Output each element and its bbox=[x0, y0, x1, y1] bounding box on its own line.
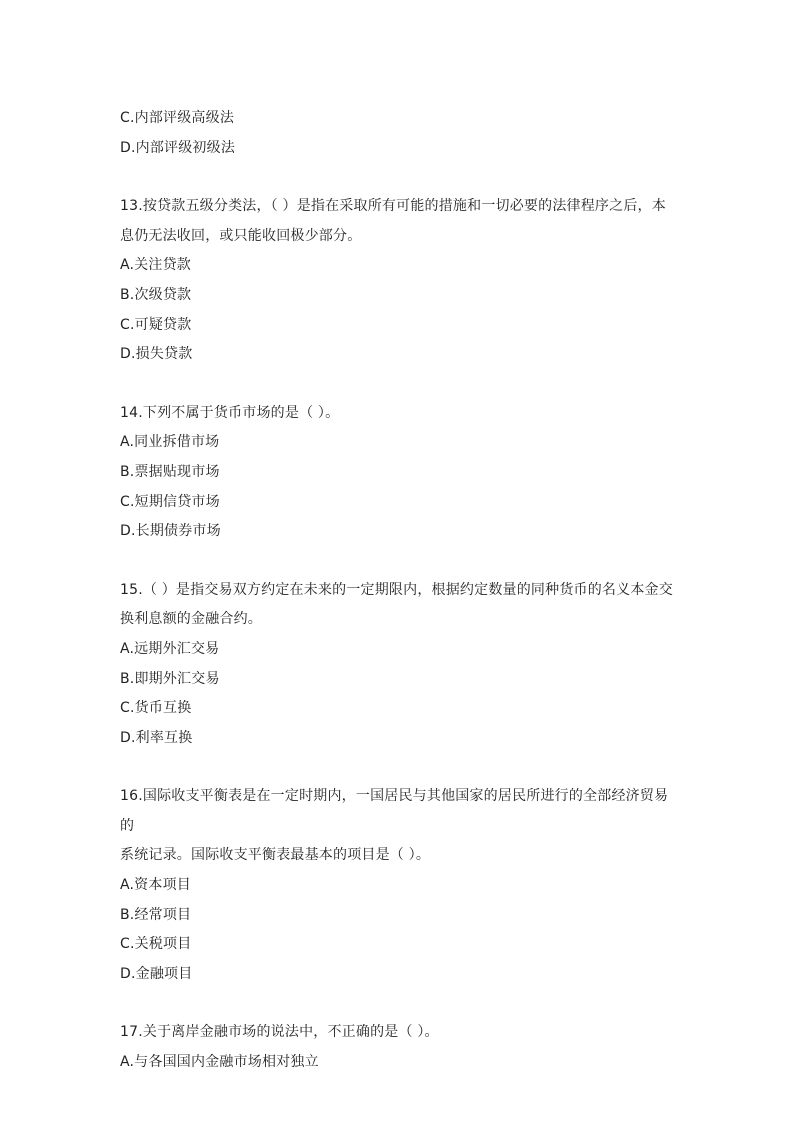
question-12-fragment bbox=[120, 104, 680, 163]
option-d: D.损失贷款 bbox=[120, 346, 193, 363]
question-stem-line: 17.关于离岸金融市场的说法中，不正确的是（ ）。 bbox=[120, 1024, 439, 1041]
option-a: A.关注贷款 bbox=[120, 257, 191, 274]
question-17 bbox=[120, 1018, 680, 1077]
option-d: D.利率互换 bbox=[120, 729, 193, 746]
option-c: C.短期信贷市场 bbox=[120, 493, 220, 510]
question-16 bbox=[120, 782, 680, 989]
option-d: D.长期债券市场 bbox=[120, 523, 221, 540]
question-stem-line: 13.按贷款五级分类法，（ ）是指在采取所有可能的措施和一切必要的法律程序之后，本 bbox=[120, 198, 666, 215]
option-a: A.同业拆借市场 bbox=[120, 434, 220, 451]
document-page bbox=[120, 104, 680, 1078]
option-b: B.经常项目 bbox=[120, 906, 192, 923]
question-15 bbox=[120, 576, 680, 754]
question-stem-line: 14.下列不属于货币市场的是（ ）。 bbox=[120, 404, 340, 421]
question-stem-line: 换利息额的金融合约。 bbox=[120, 611, 262, 628]
spacer bbox=[120, 547, 680, 576]
option-c: C.货币互换 bbox=[120, 700, 192, 717]
spacer bbox=[120, 163, 680, 192]
question-stem-line: 息仍无法收回，或只能收回极少部分。 bbox=[120, 227, 362, 244]
option-d: D.内部评级初级法 bbox=[120, 139, 236, 156]
option-b: B.即期外汇交易 bbox=[120, 670, 220, 687]
option-c: C.内部评级高级法 bbox=[120, 110, 235, 126]
question-stem-line: 系统记录。国际收支平衡表最基本的项目是（ ）。 bbox=[120, 847, 431, 864]
option-d: D.金融项目 bbox=[120, 965, 193, 982]
question-stem-line: 16.国际收支平衡表是在一定时期内，一国居民与其他国家的居民所进行的全部经济贸易的 bbox=[120, 788, 669, 834]
spacer bbox=[120, 989, 680, 1018]
spacer bbox=[120, 370, 680, 399]
option-a: A.与各国国内金融市场相对独立 bbox=[120, 1054, 319, 1071]
option-a: A.资本项目 bbox=[120, 877, 191, 894]
option-b: B.次级贷款 bbox=[120, 286, 192, 303]
option-a: A.远期外汇交易 bbox=[120, 640, 220, 657]
question-13 bbox=[120, 192, 680, 370]
question-14 bbox=[120, 399, 680, 547]
option-c: C.关税项目 bbox=[120, 936, 192, 953]
option-b: B.票据贴现市场 bbox=[120, 463, 220, 480]
spacer bbox=[120, 753, 680, 782]
option-c: C.可疑贷款 bbox=[120, 316, 192, 333]
question-stem-line: 15.（ ）是指交易双方约定在未来的一定期限内，根据约定数量的同种货币的名义本金交 bbox=[120, 581, 673, 598]
